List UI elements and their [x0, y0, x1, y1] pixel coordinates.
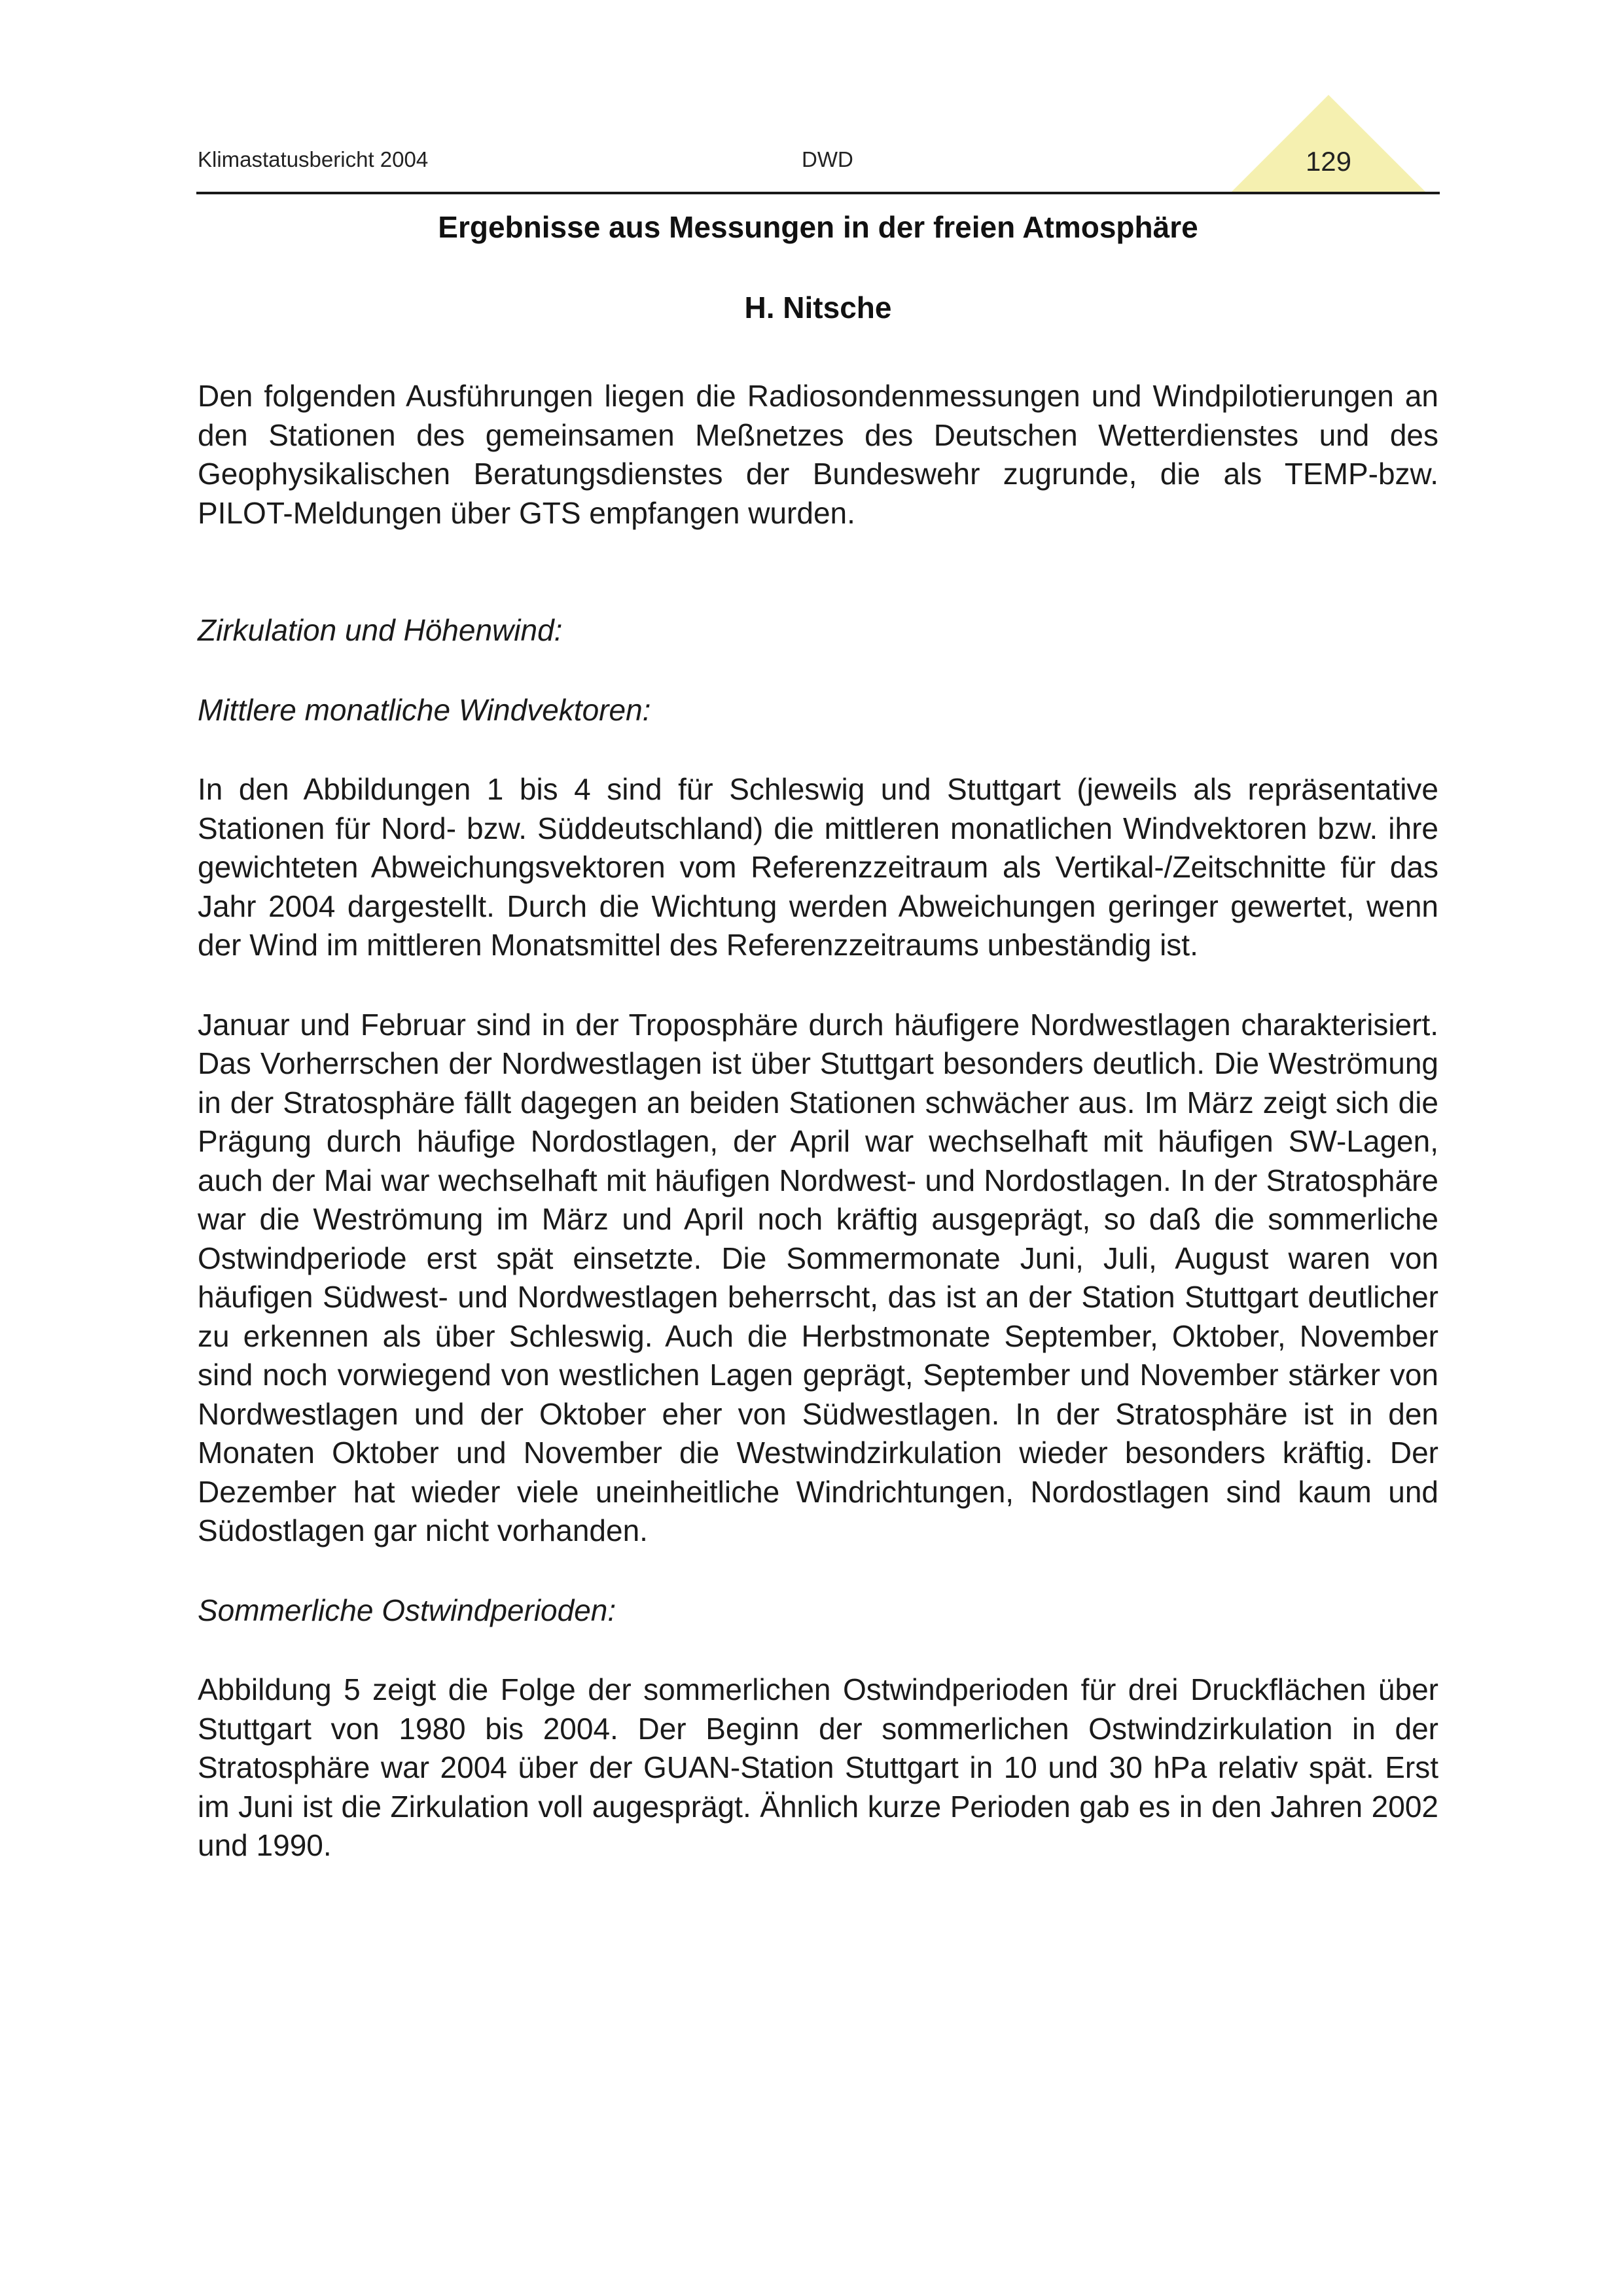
page-number: 129 [1305, 146, 1352, 177]
publisher-name: DWD [802, 147, 853, 171]
header-divider [196, 192, 1440, 194]
paragraph-east-wind: Abbildung 5 zeigt die Folge der sommerlichen Ostwindperioden für drei Druckflächen über Stuttgart von 1980 bis 2004. Der Beginn der sommerlichen Ostwindzirkulation in der Stratosphäre war 2004 über der GUAN-Station Stuttgart in 10 und 30 hPa relativ spät. Erst im Juni ist die Zirkulation voll augesprägt. Ähnlich kurze Perioden gab es in den Jahren 2002 und 1990. [198, 1672, 1438, 1862]
article-body [198, 377, 1438, 1865]
section-heading-circulation: Zirkulation und Höhenwind: [198, 613, 563, 647]
intro-paragraph: Den folgenden Ausführungen liegen die Radiosondenmessungen und Windpilotierungen an den Stationen des gemeinsamen Meßnetzes des Deutschen Wetterdienstes und des Geophysikalischen Beratungsdienstes der Bundeswehr zugrunde, die als TEMP-bzw. PILOT-Meldungen über GTS empfangen wurden. [198, 379, 1438, 530]
article-author: H. Nitsche [744, 291, 892, 325]
section-heading-east-wind: Sommerliche Ostwindperioden: [198, 1593, 616, 1627]
paragraph-monthly-summary: Januar und Februar sind in der Troposphäre durch häufigere Nordwestlagen charakterisiert. Das Vorherrschen der Nordwestlagen ist über Stuttgart besonders deutlich. Die Weströmung in der Stratosphäre fällt dagegen an beiden Stationen schwächer aus. Im März zeigt sich die Prägung durch häufige Nordostlagen, der April war wechselhaft mit häufigen SW-Lagen, auch der Mai war wechselhaft mit häufigen Nordwest- und Nordostlagen. In der Stratosphäre war die Weströmung im März und April noch kräftig ausgeprägt, so daß die sommerliche Ostwindperiode erst spät einsetzte. Die Sommermonate Juni, Juli, August waren von häufigen Südwest- und Nordwestlagen beherrscht, das ist an der Station Stuttgart deutlicher zu erkennen als über Schleswig. Auch die Herbstmonate September, Oktober, November sind noch vorwiegend von westlichen Lagen geprägt, September und November stärker von Nordwestlagen und der Oktober eher von Südwestlagen. In der Stratosphäre ist in den Monaten Oktober und November die Westwindzirkulation wieder besonders kräftig. Der Dezember hat wieder viele uneinheitliche Windrichtungen, Nordostlagen sind kaum und Südostlagen gar nicht vorhanden. [198, 1007, 1438, 1547]
triangle-badge-icon [1230, 95, 1427, 193]
report-name: Klimastatusbericht 2004 [198, 147, 429, 171]
page-number-badge [1230, 95, 1427, 193]
paragraph-wind-vectors: In den Abbildungen 1 bis 4 sind für Schleswig und Stuttgart (jeweils als repräsentative Stationen für Nord- bzw. Süddeutschland) die mittleren monatlichen Windvektoren bzw. ihre gewichteten Abweichungsvektoren vom Referenzzeitraum als Vertikal-/Zeitschnitte für das Jahr 2004 dargestellt. Durch die Wichtung werden Abweichungen geringer gewertet, wenn der Wind im mittleren Monatsmittel des Referenzzeitraums unbeständig ist. [198, 772, 1438, 962]
subsection-heading-wind-vectors: Mittlere monatliche Windvektoren: [198, 692, 651, 727]
article-title: Ergebnisse aus Messungen in der freien Atmosphäre [438, 210, 1198, 244]
